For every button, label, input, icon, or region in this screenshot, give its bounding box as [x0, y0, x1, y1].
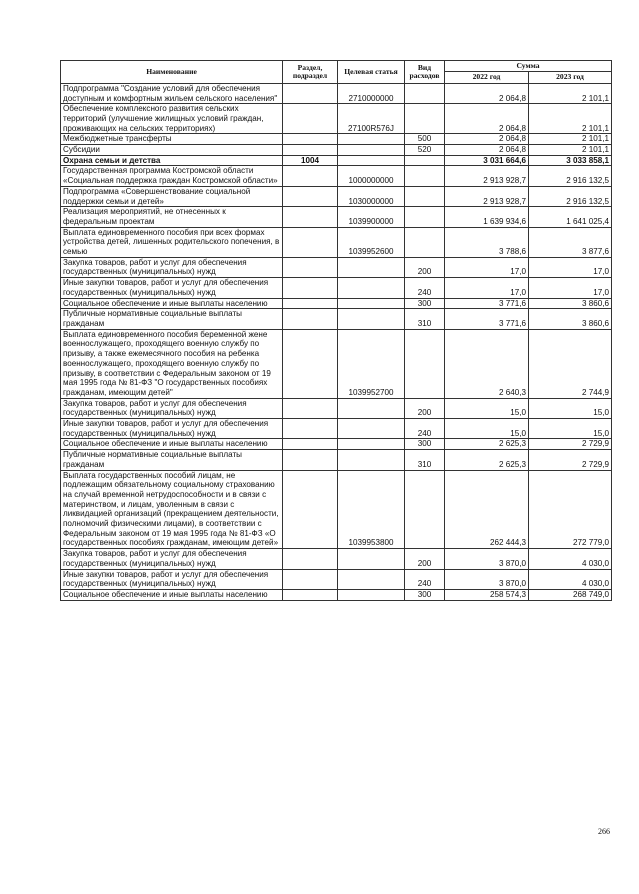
table-row — [61, 186, 612, 206]
row-section — [283, 207, 338, 227]
table-row — [61, 83, 612, 103]
table-row — [61, 145, 612, 156]
row-section — [283, 589, 338, 600]
table-row — [61, 450, 612, 470]
table-body — [61, 83, 612, 600]
row-target-code: 1030000000 — [338, 186, 405, 206]
row-expense-kind — [405, 155, 445, 166]
row-sum-2023: 2 916 132,5 — [529, 186, 612, 206]
row-name: Закупка товаров, работ и услуг для обеспечения государственных (муниципальных) нужд — [61, 257, 283, 277]
row-expense-kind: 300 — [405, 439, 445, 450]
row-sum-2022: 2 064,8 — [445, 145, 529, 156]
row-sum-2023: 2 744,9 — [529, 329, 612, 398]
row-target-code — [338, 569, 405, 589]
row-section — [283, 549, 338, 569]
row-sum-2022: 3 771,6 — [445, 309, 529, 329]
row-sum-2022: 2 625,3 — [445, 450, 529, 470]
page-number: 266 — [598, 827, 610, 836]
table-row — [61, 207, 612, 227]
table-row — [61, 470, 612, 549]
row-target-code — [338, 278, 405, 298]
row-section — [283, 439, 338, 450]
row-sum-2022: 3 771,6 — [445, 298, 529, 309]
row-section — [283, 278, 338, 298]
row-sum-2023: 272 779,0 — [529, 470, 612, 549]
row-expense-kind: 200 — [405, 257, 445, 277]
row-expense-kind: 300 — [405, 298, 445, 309]
table-row — [61, 398, 612, 418]
header-section: Раздел, подраздел — [283, 61, 338, 84]
row-sum-2023: 3 860,6 — [529, 309, 612, 329]
row-name: Закупка товаров, работ и услуг для обеспечения государственных (муниципальных) нужд — [61, 398, 283, 418]
row-sum-2023: 2 101,1 — [529, 134, 612, 145]
table-row — [61, 298, 612, 309]
table-row — [61, 569, 612, 589]
row-sum-2022: 2 064,8 — [445, 134, 529, 145]
row-sum-2023: 4 030,0 — [529, 569, 612, 589]
row-sum-2023: 2 916 132,5 — [529, 166, 612, 186]
table-row — [61, 439, 612, 450]
row-expense-kind: 200 — [405, 398, 445, 418]
row-expense-kind: 240 — [405, 419, 445, 439]
row-target-code: 2710000000 — [338, 83, 405, 103]
row-sum-2023: 3 877,6 — [529, 227, 612, 257]
table-row — [61, 257, 612, 277]
row-sum-2022: 17,0 — [445, 278, 529, 298]
row-section — [283, 419, 338, 439]
row-sum-2023: 2 729,9 — [529, 450, 612, 470]
row-name: Выплата единовременного пособия беременной жене военнослужащего, проходящего военную службу по призыву, а также ежемесячного пособия на ребенка военнослужащего, проходящего военную службу по призыву, в соответствии с Федеральным законом от 19 мая 1995 года № 81-ФЗ "О государственных пособиях гражданам, имеющим детей" — [61, 329, 283, 398]
row-section — [283, 83, 338, 103]
row-sum-2022: 2 064,8 — [445, 83, 529, 103]
row-sum-2023: 3 033 858,1 — [529, 155, 612, 166]
row-section — [283, 450, 338, 470]
row-target-code: 1039953800 — [338, 470, 405, 549]
row-name: Публичные нормативные социальные выплаты гражданам — [61, 450, 283, 470]
row-expense-kind — [405, 470, 445, 549]
row-expense-kind: 500 — [405, 134, 445, 145]
row-target-code — [338, 450, 405, 470]
budget-table — [60, 60, 612, 601]
row-target-code: 1039952600 — [338, 227, 405, 257]
row-sum-2022: 17,0 — [445, 257, 529, 277]
row-name: Социальное обеспечение и иные выплаты населению — [61, 589, 283, 600]
row-section — [283, 186, 338, 206]
row-section — [283, 329, 338, 398]
row-sum-2022: 3 870,0 — [445, 549, 529, 569]
row-name: Реализация мероприятий, не отнесенных к федеральным проектам — [61, 207, 283, 227]
table-row — [61, 134, 612, 145]
row-target-code: 27100R576J — [338, 104, 405, 134]
row-sum-2022: 2 913 928,7 — [445, 166, 529, 186]
row-section — [283, 166, 338, 186]
table-row — [61, 309, 612, 329]
row-sum-2022: 2 913 928,7 — [445, 186, 529, 206]
row-sum-2022: 258 574,3 — [445, 589, 529, 600]
row-expense-kind — [405, 227, 445, 257]
row-name: Закупка товаров, работ и услуг для обеспечения государственных (муниципальных) нужд — [61, 549, 283, 569]
row-sum-2023: 15,0 — [529, 419, 612, 439]
row-expense-kind — [405, 186, 445, 206]
header-row — [61, 61, 612, 72]
row-sum-2023: 15,0 — [529, 398, 612, 418]
row-target-code — [338, 145, 405, 156]
row-sum-2022: 15,0 — [445, 398, 529, 418]
table-row — [61, 419, 612, 439]
row-name: Государственная программа Костромской области «Социальная поддержка граждан Костромской области» — [61, 166, 283, 186]
row-expense-kind — [405, 83, 445, 103]
table-row — [61, 227, 612, 257]
row-target-code: 1039900000 — [338, 207, 405, 227]
row-sum-2022: 2 640,3 — [445, 329, 529, 398]
row-sum-2022: 15,0 — [445, 419, 529, 439]
row-expense-kind: 200 — [405, 549, 445, 569]
row-name: Обеспечение комплексного развития сельских территорий (улучшение жилищных условий граждан, проживающих на сельских территориях) — [61, 104, 283, 134]
row-name: Публичные нормативные социальные выплаты гражданам — [61, 309, 283, 329]
row-name: Подпрограмма "Создание условий для обеспечения доступным и комфортным жильем сельского населения" — [61, 83, 283, 103]
row-target-code — [338, 309, 405, 329]
row-name: Охрана семьи и детства — [61, 155, 283, 166]
row-section — [283, 298, 338, 309]
row-target-code: 1000000000 — [338, 166, 405, 186]
row-name: Субсидии — [61, 145, 283, 156]
row-target-code — [338, 134, 405, 145]
table-row — [61, 329, 612, 398]
row-name: Выплата единовременного пособия при всех формах устройства детей, лишенных родительского попечения, в семью — [61, 227, 283, 257]
row-section — [283, 398, 338, 418]
row-target-code — [338, 419, 405, 439]
row-sum-2022: 2 625,3 — [445, 439, 529, 450]
row-sum-2022: 2 064,8 — [445, 104, 529, 134]
header-name: Наименование — [61, 61, 283, 84]
table-row — [61, 278, 612, 298]
row-sum-2022: 3 031 664,6 — [445, 155, 529, 166]
table-row — [61, 549, 612, 569]
header-target: Целевая статья — [338, 61, 405, 84]
row-section — [283, 134, 338, 145]
row-name: Подпрограмма «Совершенствование социальной поддержки семьи и детей» — [61, 186, 283, 206]
row-section — [283, 569, 338, 589]
row-sum-2022: 3 788,6 — [445, 227, 529, 257]
row-section — [283, 470, 338, 549]
row-sum-2023: 268 749,0 — [529, 589, 612, 600]
row-target-code — [338, 257, 405, 277]
row-target-code — [338, 155, 405, 166]
row-expense-kind — [405, 329, 445, 398]
header-year-2023: 2023 год — [529, 72, 612, 83]
row-expense-kind: 300 — [405, 589, 445, 600]
row-sum-2023: 1 641 025,4 — [529, 207, 612, 227]
row-section — [283, 104, 338, 134]
row-expense-kind: 310 — [405, 450, 445, 470]
row-name: Социальное обеспечение и иные выплаты населению — [61, 439, 283, 450]
budget-table-container — [60, 60, 611, 601]
row-expense-kind: 310 — [405, 309, 445, 329]
row-target-code — [338, 549, 405, 569]
row-expense-kind — [405, 166, 445, 186]
row-sum-2022: 3 870,0 — [445, 569, 529, 589]
row-sum-2023: 3 860,6 — [529, 298, 612, 309]
row-sum-2022: 1 639 934,6 — [445, 207, 529, 227]
row-sum-2023: 4 030,0 — [529, 549, 612, 569]
table-row — [61, 155, 612, 166]
row-sum-2023: 2 101,1 — [529, 83, 612, 103]
row-expense-kind: 240 — [405, 278, 445, 298]
row-section: 1004 — [283, 155, 338, 166]
table-row — [61, 104, 612, 134]
row-name: Иные закупки товаров, работ и услуг для обеспечения государственных (муниципальных) нужд — [61, 569, 283, 589]
row-sum-2023: 17,0 — [529, 278, 612, 298]
row-sum-2023: 2 101,1 — [529, 145, 612, 156]
row-section — [283, 227, 338, 257]
row-name: Межбюджетные трансферты — [61, 134, 283, 145]
row-name: Социальное обеспечение и иные выплаты населению — [61, 298, 283, 309]
row-name: Иные закупки товаров, работ и услуг для обеспечения государственных (муниципальных) нужд — [61, 278, 283, 298]
row-target-code — [338, 398, 405, 418]
row-expense-kind — [405, 207, 445, 227]
row-section — [283, 309, 338, 329]
row-expense-kind — [405, 104, 445, 134]
row-name: Выплата государственных пособий лицам, не подлежащим обязательному социальному страхованию на случай временной нетрудоспособности и в связи с материнством, и лицам, уволенным в связи с ликвидацией организаций (прекращением деятельности, полномочий физическими лицами), в соответствии с Федеральным законом от 19 мая 1995 года № 81-ФЗ «О государственных пособиях гражданам, имеющим детей» — [61, 470, 283, 549]
row-target-code — [338, 589, 405, 600]
row-name: Иные закупки товаров, работ и услуг для обеспечения государственных (муниципальных) нужд — [61, 419, 283, 439]
row-sum-2023: 2 729,9 — [529, 439, 612, 450]
row-target-code — [338, 298, 405, 309]
header-sum: Сумма — [445, 61, 612, 72]
row-expense-kind: 240 — [405, 569, 445, 589]
table-row — [61, 166, 612, 186]
row-expense-kind: 520 — [405, 145, 445, 156]
row-target-code — [338, 439, 405, 450]
row-sum-2022: 262 444,3 — [445, 470, 529, 549]
row-target-code: 1039952700 — [338, 329, 405, 398]
header-kind: Вид расходов — [405, 61, 445, 84]
row-section — [283, 145, 338, 156]
row-section — [283, 257, 338, 277]
row-sum-2023: 17,0 — [529, 257, 612, 277]
header-year-2022: 2022 год — [445, 72, 529, 83]
row-sum-2023: 2 101,1 — [529, 104, 612, 134]
table-row — [61, 589, 612, 600]
